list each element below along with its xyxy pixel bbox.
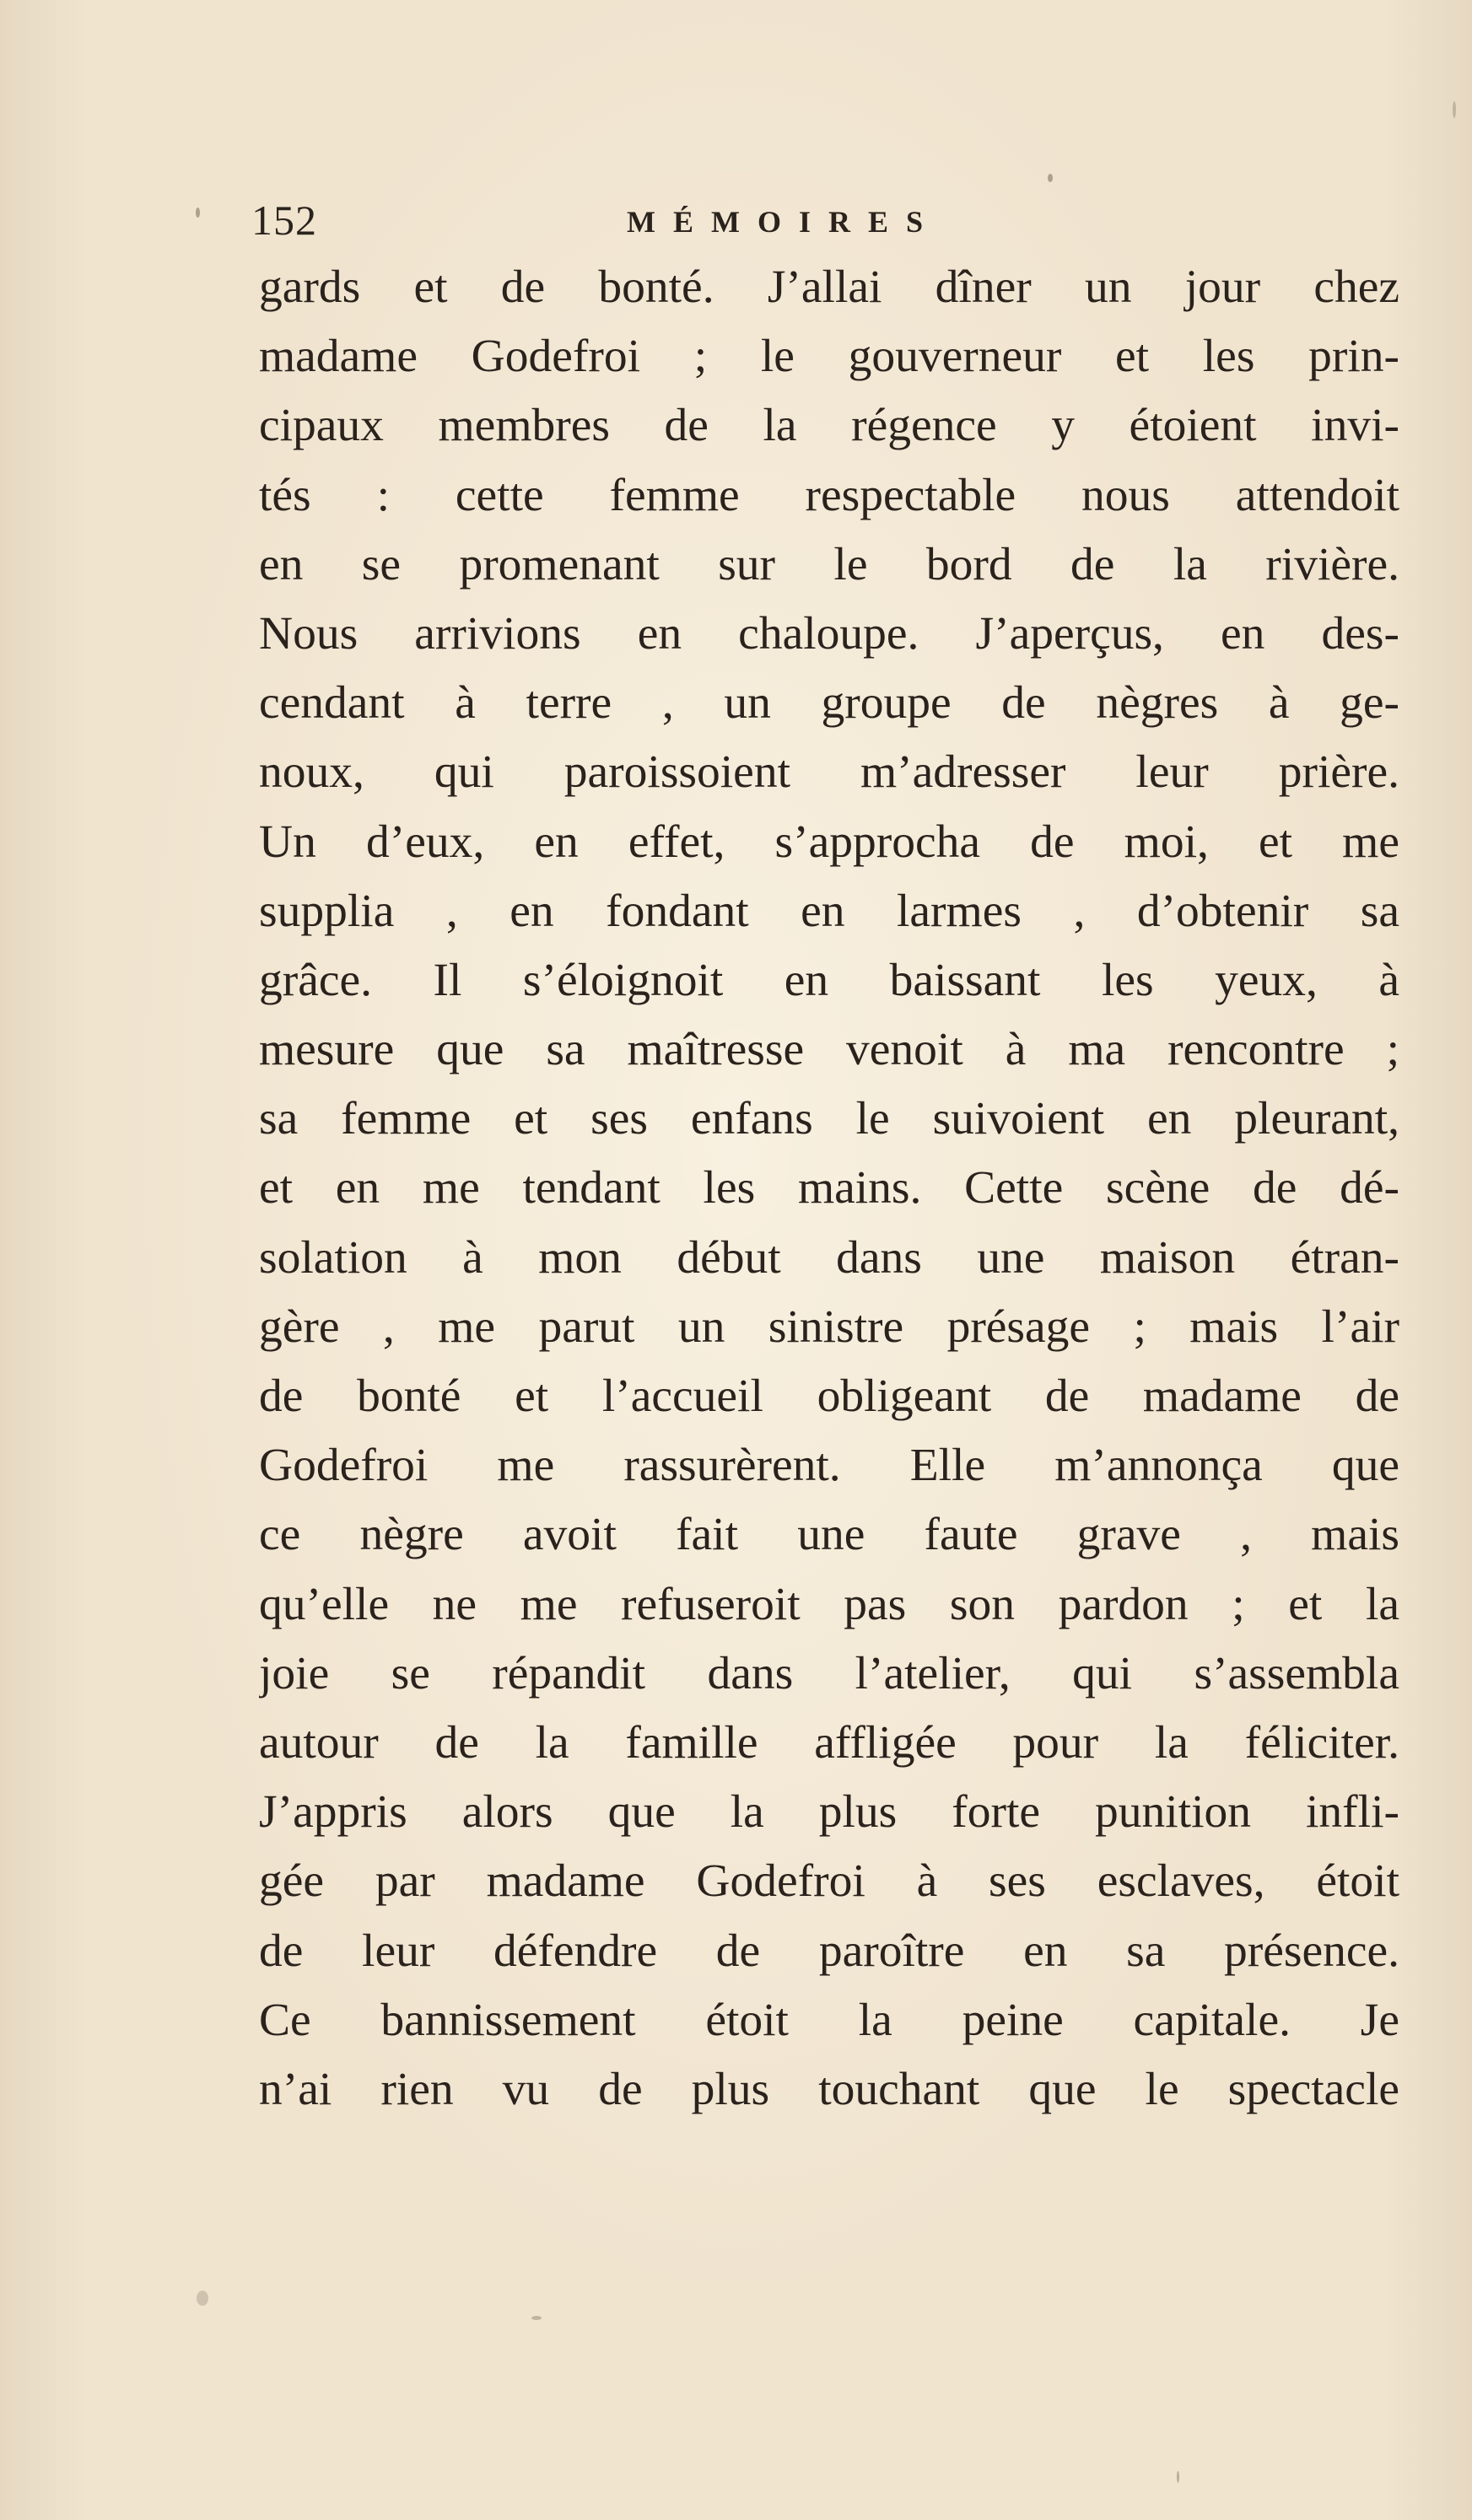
paper-speck bbox=[1453, 101, 1456, 118]
paper-speck bbox=[531, 2316, 542, 2320]
text-line: gée par madame Godefroi à ses esclaves, étoit bbox=[259, 1855, 1399, 1908]
text-line: cendant à terre , un groupe de nègres à ge- bbox=[259, 677, 1399, 730]
text-line: de bonté et l’accueil obligeant de madame de bbox=[259, 1370, 1399, 1422]
text-line: et en me tendant les mains. Cette scène de dé- bbox=[259, 1162, 1399, 1214]
text-line: solation à mon début dans une maison étran- bbox=[259, 1231, 1399, 1284]
text-line: n’ai rien vu de plus touchant que le spectacle bbox=[259, 2063, 1399, 2115]
text-line: joie se répandit dans l’atelier, qui s’assembla bbox=[259, 1647, 1399, 1699]
text-line: noux, qui paroissoient m’adresser leur prière. bbox=[259, 746, 1399, 799]
text-line: de leur défendre de paroître en sa présence. bbox=[259, 1925, 1399, 1977]
paper-speck bbox=[196, 207, 200, 218]
page-number: 152 bbox=[251, 197, 317, 244]
text-line: grâce. Il s’éloignoit en baissant les yeux, à bbox=[259, 954, 1399, 1006]
text-line: sa femme et ses enfans le suivoient en pleurant, bbox=[259, 1093, 1399, 1145]
text-line: gère , me parut un sinistre présage ; mais l’air bbox=[259, 1300, 1399, 1353]
text-line: mesure que sa maîtresse venoit à ma rencontre ; bbox=[259, 1024, 1399, 1076]
running-title: MÉMOIRES bbox=[627, 205, 941, 239]
text-line: Godefroi me rassurèrent. Elle m’annonça que bbox=[259, 1440, 1399, 1492]
text-line: en se promenant sur le bord de la rivière. bbox=[259, 538, 1399, 590]
paper-speck bbox=[1177, 2471, 1179, 2483]
body-text bbox=[259, 253, 1399, 2124]
text-line: cipaux membres de la régence y étoient invi- bbox=[259, 400, 1399, 452]
text-line: tés : cette femme respectable nous attendoit bbox=[259, 469, 1399, 521]
text-line: Un d’eux, en effet, s’approcha de moi, et me bbox=[259, 816, 1399, 868]
paper-speck bbox=[1048, 174, 1053, 182]
text-line: supplia , en fondant en larmes , d’obtenir sa bbox=[259, 885, 1399, 937]
text-line: Nous arrivions en chaloupe. J’aperçus, en des- bbox=[259, 607, 1399, 660]
text-line: gards et de bonté. J’allai dîner un jour chez bbox=[259, 261, 1399, 313]
paper-speck bbox=[197, 2291, 208, 2306]
text-line: autour de la famille affligée pour la féliciter. bbox=[259, 1716, 1399, 1769]
text-line: qu’elle ne me refuseroit pas son pardon ; et la bbox=[259, 1578, 1399, 1630]
text-line: ce nègre avoit fait une faute grave , mais bbox=[259, 1509, 1399, 1561]
text-line: Ce bannissement étoit la peine capitale. Je bbox=[259, 1994, 1399, 2046]
text-line: J’appris alors que la plus forte punition infli- bbox=[259, 1786, 1399, 1839]
text-line: madame Godefroi ; le gouverneur et les prin- bbox=[259, 331, 1399, 383]
